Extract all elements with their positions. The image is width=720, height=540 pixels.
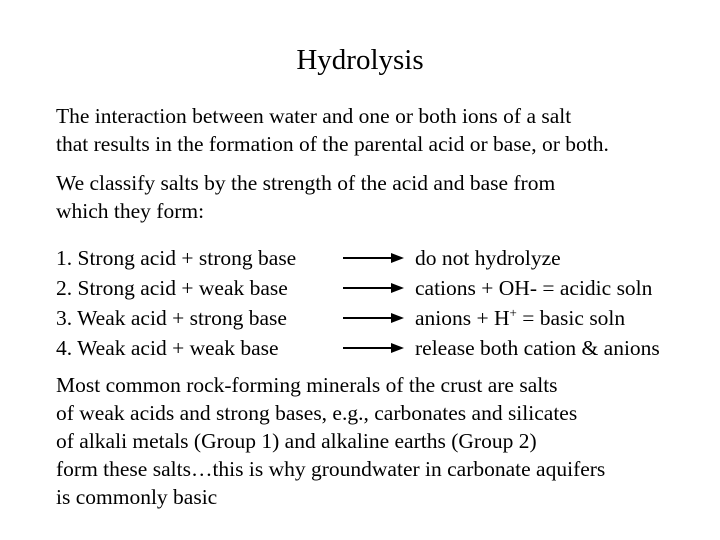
minerals-line: Most common rock-forming minerals of the crust are salts [56,373,558,397]
salt-type-row [56,303,706,333]
right-arrow-icon [343,282,405,294]
salt-type-row [56,273,706,303]
salt-type-result: release both cation & anions [415,336,660,360]
salt-type-case: 1. Strong acid + strong base [56,246,297,270]
salt-type-result-text: = basic soln [516,306,626,330]
definition-paragraph [56,102,706,158]
minerals-paragraph [56,371,706,511]
definition-line: The interaction between water and one or both ions of a salt [56,104,572,128]
salt-type-case: 4. Weak acid + weak base [56,336,279,360]
right-arrow-icon [343,252,405,264]
salt-type-case: 3. Weak acid + strong base [56,306,287,330]
minerals-line: form these salts…this is why groundwater in carbonate aquifers [56,457,606,481]
salt-types-list [56,243,706,363]
salt-type-result: do not hydrolyze [415,246,561,270]
salt-type-result-text: anions + H [415,306,510,330]
superscript-charge: + [509,304,517,320]
right-arrow-icon [343,342,405,354]
classification-intro [56,169,706,225]
classification-intro-line: We classify salts by the strength of the acid and base from [56,171,556,195]
salt-type-row [56,243,706,273]
salt-type-result [415,303,625,333]
salt-type-case: 2. Strong acid + weak base [56,276,288,300]
salt-type-result: cations + OH- = acidic soln [415,276,653,300]
classification-intro-line: which they form: [56,199,205,223]
definition-line: that results in the formation of the parental acid or base, or both. [56,132,609,156]
minerals-line: is commonly basic [56,485,218,509]
salt-type-row [56,333,706,363]
right-arrow-icon [343,312,405,324]
minerals-line: of weak acids and strong bases, e.g., carbonates and silicates [56,401,578,425]
slide-title: Hydrolysis [296,44,424,76]
minerals-line: of alkali metals (Group 1) and alkaline earths (Group 2) [56,429,537,453]
